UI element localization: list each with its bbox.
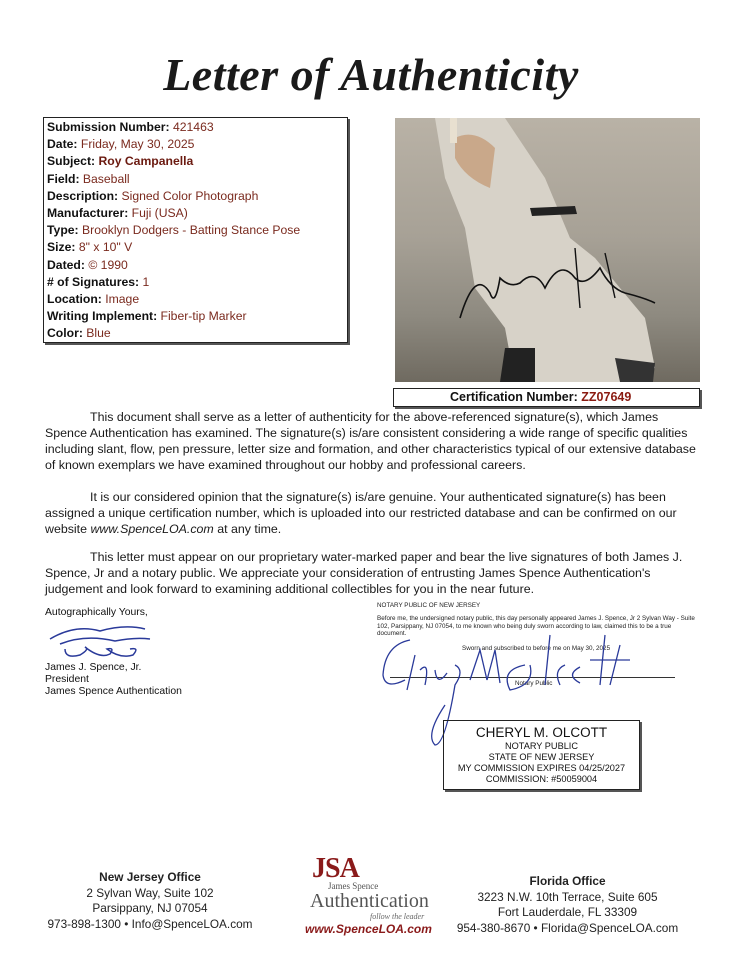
info-label: Color: [47, 326, 83, 341]
logo-james-spence: James Spence [328, 881, 379, 891]
info-value: Image [105, 292, 140, 307]
signer-role: President [45, 674, 89, 685]
info-label: Date: [47, 137, 78, 152]
logo-url[interactable]: www.SpenceLOA.com [305, 922, 432, 936]
notary-line-label: Notary Public [515, 680, 553, 687]
page-title: Letter of Authenticity [163, 49, 579, 100]
info-row [47, 291, 344, 308]
info-row [47, 325, 344, 342]
closing: Autographically Yours, [45, 607, 148, 618]
website-link[interactable]: www.SpenceLOA.com [90, 522, 214, 536]
info-label: Type: [47, 223, 79, 238]
notary-header: NOTARY PUBLIC OF NEW JERSEY [377, 602, 481, 609]
info-value: Signed Color Photograph [121, 188, 259, 203]
nj-office: New Jersey Office 2 Sylvan Way, Suite 102 Parsippany, NJ 07054 973-898-1300 • Info@SpenceLOA.com [47, 870, 253, 931]
info-value: Roy Campanella [98, 154, 194, 169]
info-value: 8" x 10" V [78, 240, 133, 255]
paragraph-3: This letter must appear on our proprietary water-marked paper and bear the live signatures of both James J. Spence, Jr and a notary public. We appreciate your consideration of entrusting James Spence Authentication's judgement and look forward to examining additional collectibles for you in the near future. [45, 550, 683, 596]
info-value: © 1990 [88, 257, 128, 272]
info-value: Brooklyn Dodgers - Batting Stance Pose [82, 223, 301, 238]
info-label: Location: [47, 292, 102, 307]
info-value: 421463 [172, 120, 214, 134]
spence-signature [45, 619, 155, 661]
signed-photo [395, 118, 700, 382]
certification-value: ZZ07649 [581, 390, 632, 404]
signer-company: James Spence Authentication [45, 686, 182, 697]
certification-number: Certification Number: ZZ07649 [393, 388, 700, 407]
info-row [47, 222, 344, 239]
info-label: Description: [47, 188, 119, 203]
info-row [47, 188, 344, 205]
info-row [47, 136, 344, 153]
info-row [47, 153, 344, 170]
info-label: Writing Implement: [47, 309, 158, 324]
info-value: Fiber-tip Marker [160, 309, 247, 324]
info-label: Size: [47, 240, 76, 255]
info-row [47, 308, 344, 325]
info-label: Dated: [47, 257, 85, 272]
info-label: Submission Number: [47, 120, 170, 134]
info-row [47, 119, 344, 136]
jsa-logo [300, 853, 440, 936]
info-value: Blue [86, 326, 111, 341]
info-value: 1 [142, 274, 150, 289]
photo-image [395, 118, 700, 382]
info-label: Manufacturer: [47, 206, 129, 221]
info-row [47, 205, 344, 222]
info-label: Field: [47, 171, 80, 186]
info-row [47, 257, 344, 274]
info-box [43, 117, 348, 343]
info-value: Fuji (USA) [131, 206, 188, 221]
info-row [47, 171, 344, 188]
notary-body: Before me, the undersigned notary public, this day personally appeared James J. Spence, Jr 2 Sylvan Way - Suite 102, Parsippany, NJ 07054, to me known who being duly sworn according to law, claimed this to be a true document. [377, 615, 695, 638]
notary-stamp: CHERYL M. OLCOTT NOTARY PUBLIC STATE OF NEW JERSEY MY COMMISSION EXPIRES 04/25/2027 COMMISSION: #50059004 [443, 720, 640, 790]
logo-jsa: JSA [312, 853, 359, 884]
paragraph-2: It is our considered opinion that the signature(s) is/are genuine. Your authenticated signature(s) has been assigned a unique certification number, which is uploaded into our restricted database and can be confirmed on our website www.SpenceLOA.com at any time. [45, 490, 677, 536]
info-value: Baseball [82, 171, 130, 186]
notary-sworn: Sworn and subscribed to before me on May 30, 2025 [462, 645, 611, 652]
paragraph-1: This document shall serve as a letter of authenticity for the above-referenced signature(s), which James Spence Authentication has examined. The signature(s) is/are consistent considering a wide range of specific qualities including slant, flow, pen pressure, letter size and formation, and other characteristics typical of our extensive database of known exemplars we have examined throughout our hobby and professional careers. [45, 410, 696, 472]
info-row [47, 239, 344, 256]
logo-tagline: follow the leader [370, 912, 425, 921]
info-value: Friday, May 30, 2025 [80, 137, 195, 152]
fl-office: Florida Office 3223 N.W. 10th Terrace, Suite 605 Fort Lauderdale, FL 33309 954-380-8670 • Florida@SpenceLOA.com [456, 874, 679, 935]
logo-authentication: Authentication [310, 890, 429, 912]
info-label: # of Signatures: [47, 274, 140, 289]
info-label: Subject: [47, 154, 96, 169]
signer-name: James J. Spence, Jr. [45, 662, 142, 673]
info-row [47, 274, 344, 291]
